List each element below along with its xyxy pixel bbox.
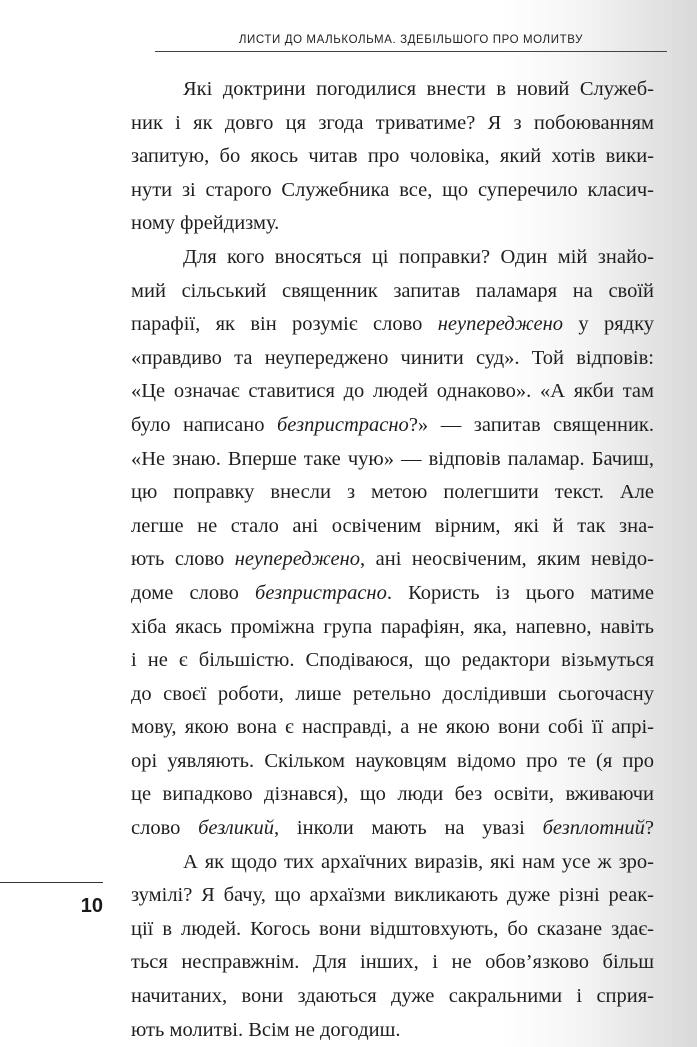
paragraph <box>131 846 654 1047</box>
text-line: ють молитві. Всім не догодиш. <box>131 1018 401 1041</box>
text-line: нути зі старого Служебника все, що суперечило класич- <box>131 178 654 201</box>
text-run: , інколи мають на увазі <box>274 817 543 840</box>
text-line <box>131 577 654 611</box>
text-line: начитаних, вони здаються дуже сакральними і сприя- <box>131 985 654 1008</box>
text-line: «Не знаю. Вперше таке чую» — відповів паламар. Бачиш, <box>131 447 654 470</box>
text-run: ють слово <box>131 548 235 571</box>
text-line <box>131 308 654 342</box>
text-line <box>131 543 654 577</box>
text-line: зумілі? Я бачу, що архаїзми викликають дуже різні реак- <box>131 884 654 907</box>
text-line: мий сільський священник запитав паламаря на своїй <box>131 279 654 302</box>
text-line <box>131 409 654 443</box>
text-run: ?» — запитав священник. <box>408 413 654 436</box>
text-run: слово <box>131 817 199 840</box>
text-line: запитую, бо якось читав про чоловіка, який хотів вики- <box>131 145 654 168</box>
text-run: парафії, як він розуміє слово <box>131 313 438 336</box>
paragraph <box>131 73 654 241</box>
text-line: Які доктрини погодилися внести в новий Служеб- <box>183 78 654 100</box>
text-line: хіба якась проміжна група парафіян, яка, напевно, навіть <box>131 615 654 638</box>
text-run: у рядку <box>563 313 655 336</box>
running-head-title: ЛИСТИ ДО МАЛЬКОЛЬМА. ЗДЕБІЛЬШОГО ПРО МОЛИТВУ <box>238 34 583 46</box>
body-text <box>131 73 654 1047</box>
text-line: цю поправку внесли з метою полегшити текст. Але <box>131 481 654 504</box>
page-number: 10 <box>80 895 103 917</box>
text-run: доме слово <box>131 581 256 604</box>
footer-divider <box>0 882 103 883</box>
text-line: мову, якою вона є насправді, а не якою вони собі її апрі- <box>131 716 654 739</box>
text-line: і не є більшістю. Сподіваюся, що редактори візьмуться <box>131 649 654 672</box>
text-run: було написано <box>131 413 277 436</box>
text-line: ному фрейдизму. <box>131 212 280 235</box>
text-run: . Користь із цього матиме <box>386 581 654 604</box>
italic-term: безпристрасно <box>255 581 387 604</box>
text-line: це випадково дізнався), що люди без освіти, вживаючи <box>131 783 654 806</box>
italic-term: безликий <box>198 817 275 840</box>
header-divider <box>155 51 667 52</box>
text-line: орі уявляють. Скільком науковцям відомо про те (я про <box>131 749 654 772</box>
text-run: , ані неосвіченим, яким невідо- <box>360 548 654 571</box>
text-line: А як щодо тих архаїчних виразів, які нам усе ж зро- <box>183 850 654 873</box>
text-line: до своєї роботи, лише ретельно дослідивши сьогочасну <box>131 682 654 705</box>
italic-term: безпристрасно <box>277 413 409 436</box>
text-line: ник і як довго ця згода триватиме? Я з побоюванням <box>131 111 654 134</box>
text-line: ції в людей. Когось вони відштовхують, бо сказане здає- <box>131 917 654 940</box>
text-run: ? <box>644 817 654 840</box>
text-line: Для кого вносяться ці поправки? Один мій знайо- <box>183 245 654 268</box>
italic-term: неупереджено <box>437 313 563 336</box>
text-line: легше не стало ані освіченим вірним, які й так зна- <box>131 514 654 537</box>
text-line <box>131 812 654 846</box>
text-line: ться несправжнім. Для інших, і не обов’язково більш <box>131 951 654 974</box>
paragraph <box>131 241 654 846</box>
text-line: «правдиво та неупереджено чинити суд». Той відповів: <box>131 346 654 369</box>
text-line: «Це означає ставитися до людей однаково». «А якби там <box>131 380 654 403</box>
italic-term: безплотний <box>542 817 645 840</box>
italic-term: неупереджено <box>234 548 360 571</box>
